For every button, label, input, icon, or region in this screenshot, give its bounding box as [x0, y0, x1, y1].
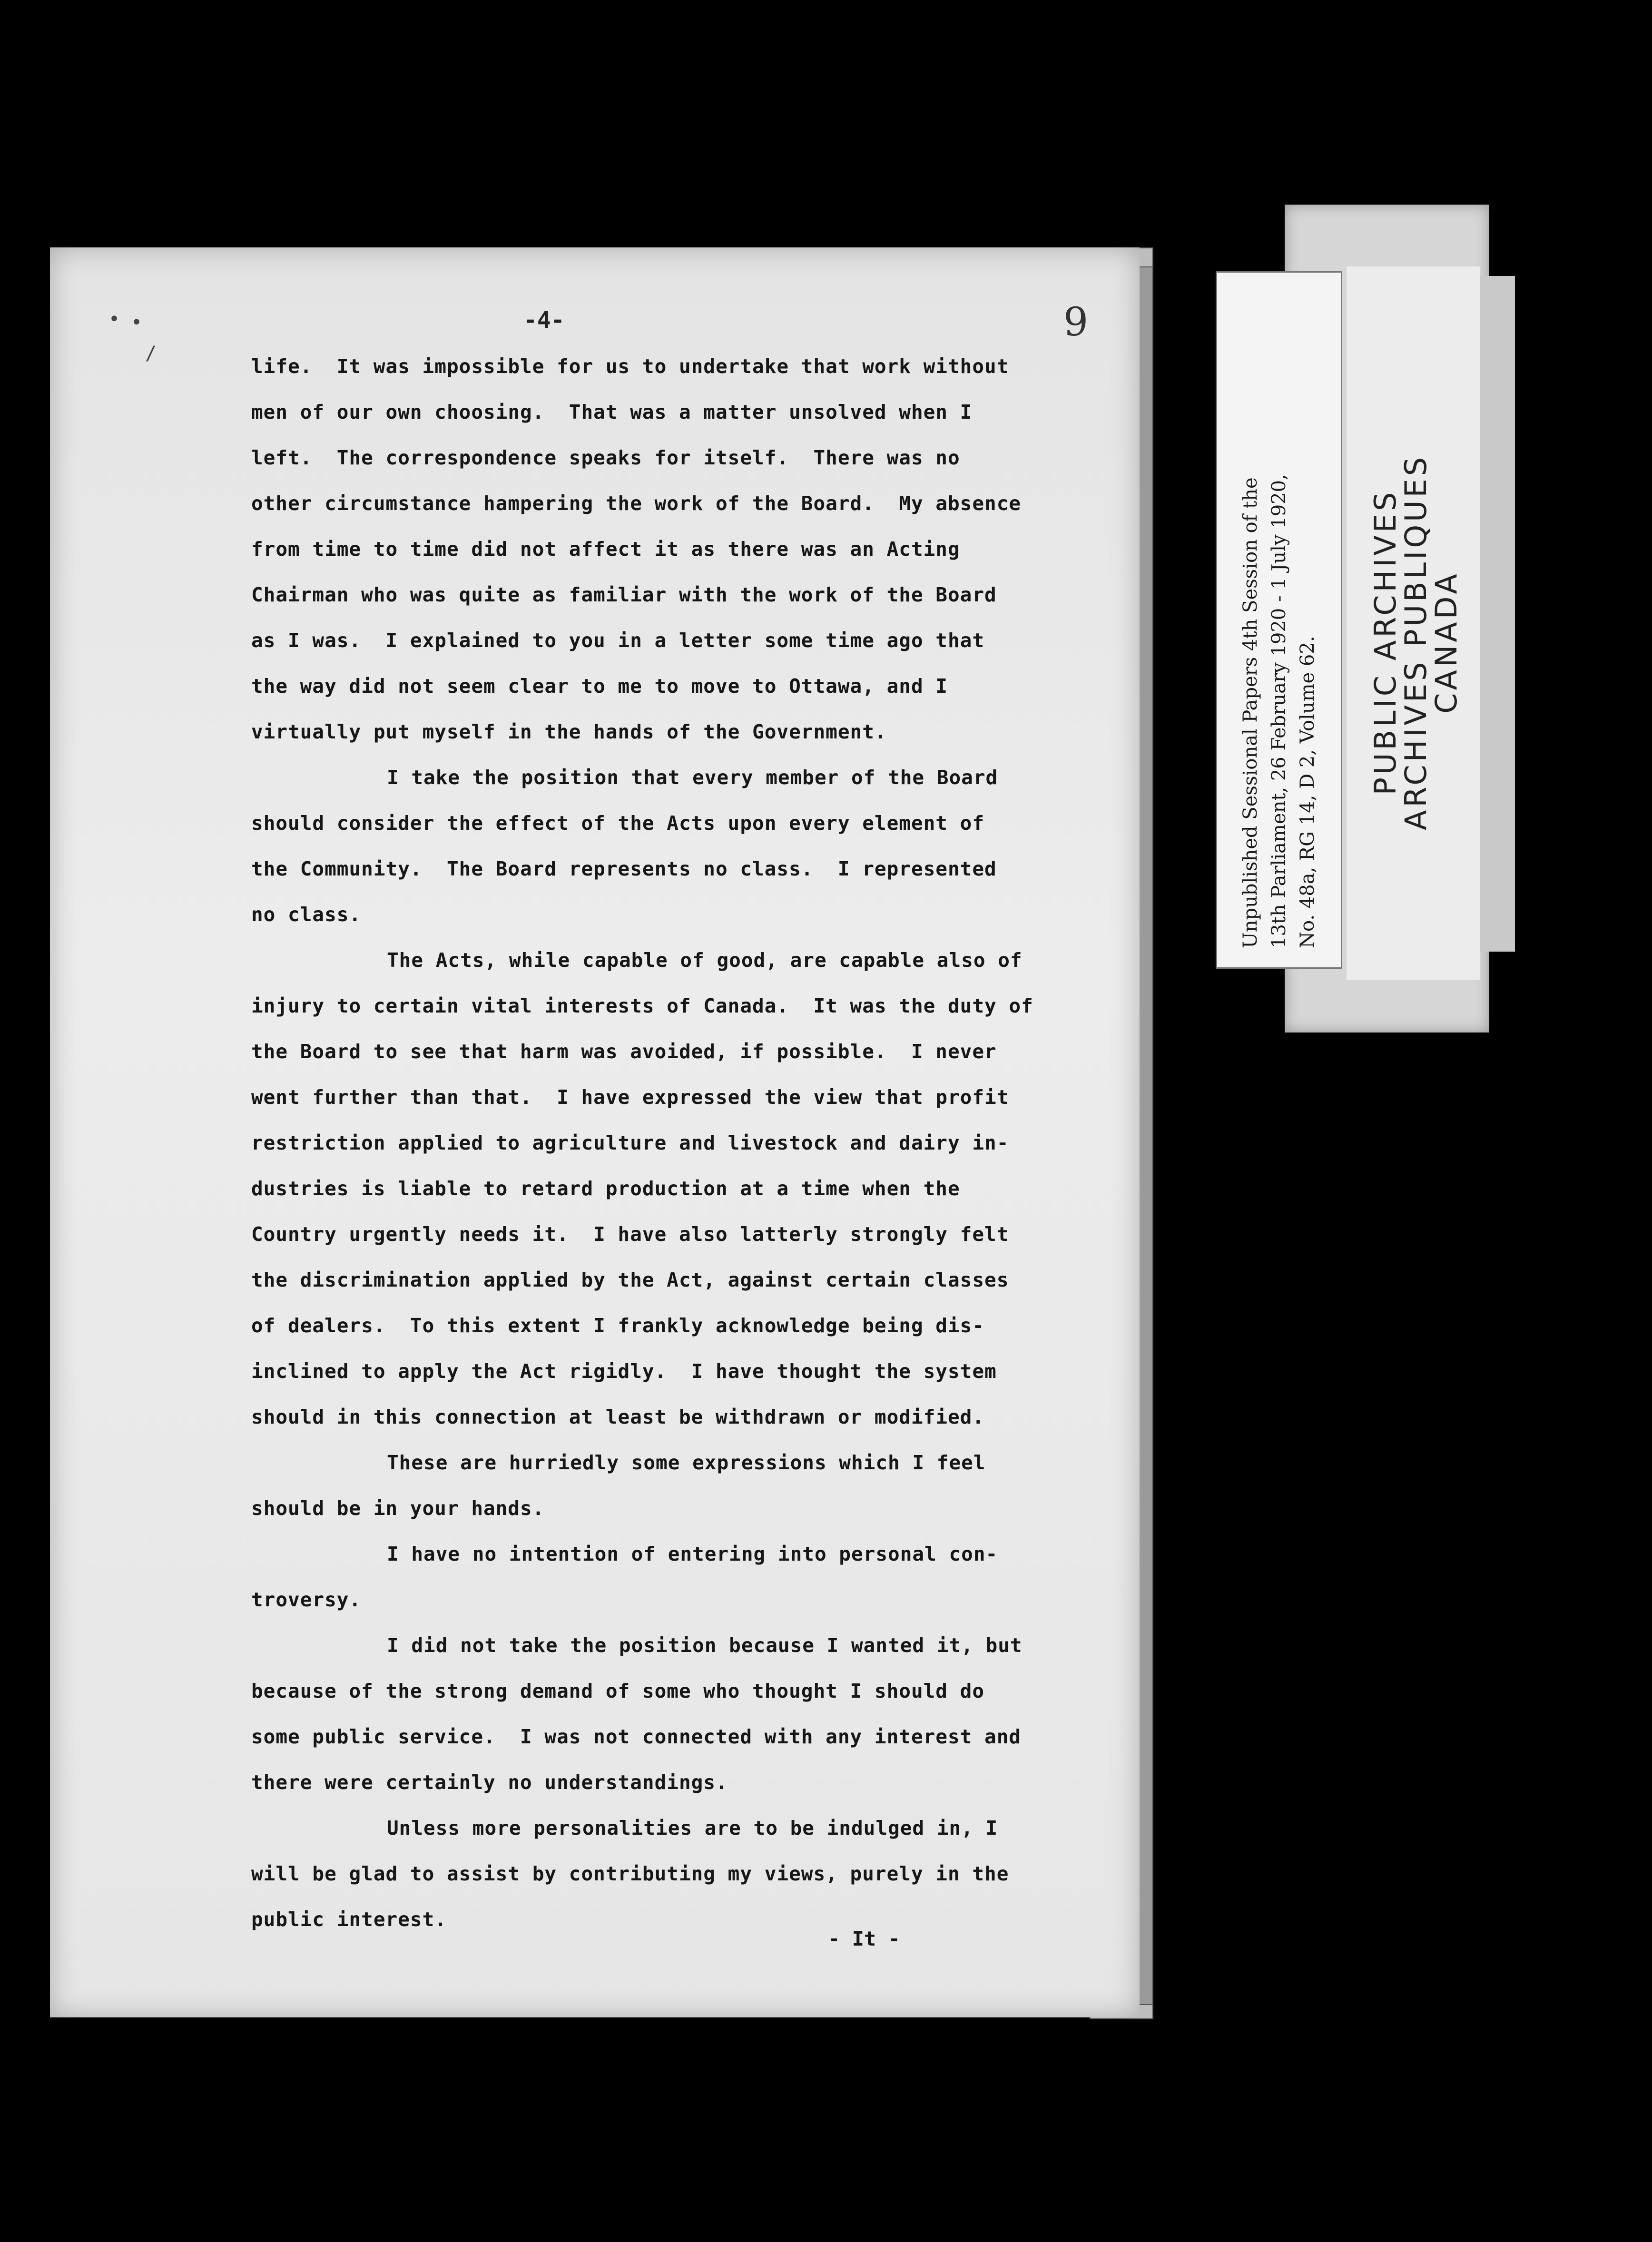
text-line: other circumstance hampering the work of the Board. My absence [251, 492, 1022, 515]
text-line: Country urgently needs it. I have also latterly strongly felt [251, 1223, 1009, 1246]
text-line: the Community. The Board represents no class. I represented [251, 857, 997, 880]
text-line: public interest. [251, 1908, 447, 1931]
text-line: troversy. [251, 1588, 362, 1611]
text-line: because of the strong demand of some who thought I should do [251, 1680, 985, 1702]
label-line-1: Unpublished Sessional Papers 4th Session of the [1239, 477, 1261, 948]
text-line: should be in your hands. [251, 1497, 545, 1520]
margin-dot-mark: • [131, 312, 143, 334]
text-line: the discrimination applied by the Act, against certain classes [251, 1268, 1009, 1291]
text-line: left. The correspondence speaks for itself. There was no [251, 446, 960, 469]
text-line: some public service. I was not connected with any interest and [251, 1725, 1022, 1748]
text-line: from time to time did not affect it as there was an Acting [251, 538, 960, 560]
text-line: should consider the effect of the Acts upon every element of [251, 812, 985, 835]
text-line: there were certainly no understandings. [251, 1771, 728, 1794]
sessional-paper-text [1236, 474, 1322, 948]
label-line-2: 13th Parliament, 26 February 1920 - 1 July 1920, [1268, 474, 1290, 948]
folio-number: 9 [1063, 300, 1089, 345]
text-line: virtually put myself in the hands of the Government. [251, 720, 887, 743]
stamp-text [1370, 390, 1462, 895]
text-line: injury to certain vital interests of Canada. It was the duty of [251, 994, 1033, 1017]
text-line: went further than that. I have expressed the view that profit [251, 1086, 1009, 1109]
text-line: of dealers. To this extent I frankly acknowledge being dis- [251, 1314, 985, 1337]
margin-dot-mark: • [108, 308, 120, 330]
sessional-paper-label [1216, 271, 1342, 969]
paragraph-start-line: I take the position that every member of the Board [387, 766, 998, 789]
stamp-line-1: PUBLIC ARCHIVES [1368, 489, 1403, 796]
catchword: - It - [828, 1927, 900, 1950]
text-line: Chairman who was quite as familiar with the work of the Board [251, 583, 997, 606]
text-line: as I was. I explained to you in a letter some time ago that [251, 629, 985, 652]
text-line: will be glad to assist by contributing my views, purely in the [251, 1862, 1009, 1885]
text-line: should in this connection at least be withdrawn or modified. [251, 1406, 985, 1428]
page-number-header: -4- [523, 307, 565, 334]
text-line: the Board to see that harm was avoided, if possible. I never [251, 1040, 997, 1063]
text-line: the way did not seem clear to me to move to Ottawa, and I [251, 675, 948, 698]
text-line: inclined to apply the Act rigidly. I have thought the system [251, 1360, 997, 1383]
paragraph-start-line: I did not take the position because I wanted it, but [387, 1634, 1023, 1657]
text-line: restriction applied to agriculture and livestock and dairy in- [251, 1131, 1009, 1154]
text-line: life. It was impossible for us to undertake that work without [251, 355, 1009, 378]
text-line: dustries is liable to retard production at a time when the [251, 1177, 960, 1200]
paragraph-start-line: I have no intention of entering into personal con- [387, 1543, 998, 1565]
label-line-3: No. 48a, RG 14, D 2, Volume 62. [1297, 636, 1318, 948]
paragraph-start-line: These are hurriedly some expressions which I feel [387, 1451, 986, 1474]
public-archives-stamp [1347, 266, 1480, 980]
paragraph-start-line: The Acts, while capable of good, are capable also of [387, 949, 1023, 972]
text-line: men of our own choosing. That was a matter unsolved when I [251, 401, 973, 423]
margin-tick-mark: / [145, 343, 157, 364]
letter-body [251, 344, 1117, 1942]
paragraph-start-line: Unless more personalities are to be indulged in, I [387, 1817, 998, 1839]
text-line: no class. [251, 903, 362, 926]
stamp-line-2: ARCHIVES PUBLIQUES [1398, 454, 1433, 831]
stamp-line-3: CANADA [1429, 571, 1464, 714]
